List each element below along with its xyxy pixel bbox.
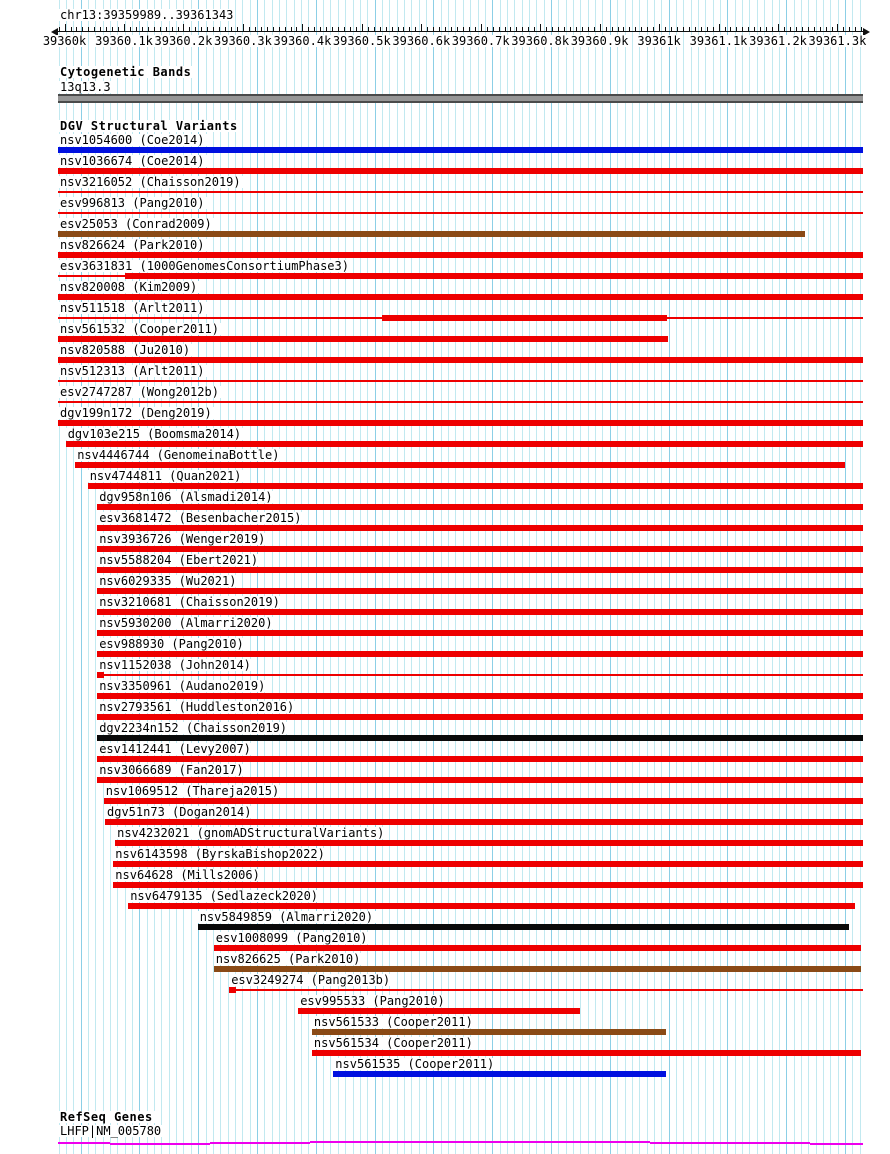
section-title-dgv: DGV Structural Variants [60, 119, 238, 133]
variant-bar[interactable] [667, 317, 863, 319]
ruler-tick [683, 27, 684, 31]
ruler-tick [392, 27, 393, 31]
ruler-tick [195, 27, 196, 31]
cytoband-label: 13q13.3 [60, 80, 111, 94]
variant-label[interactable]: dgv51n73 (Dogan2014) [105, 806, 255, 818]
ruler-tick [338, 27, 339, 31]
ruler-tick [344, 27, 345, 31]
variant-bar[interactable] [312, 1029, 666, 1035]
ruler-tick [368, 27, 369, 31]
variant-bar[interactable] [298, 1008, 580, 1014]
ruler-tick [510, 27, 511, 31]
ruler-tick [778, 24, 779, 31]
variant-label[interactable]: dgv2234n152 (Chaisson2019) [97, 722, 290, 734]
ruler-tick [736, 27, 737, 31]
variant-label[interactable]: nsv3936726 (Wenger2019) [97, 533, 268, 545]
ruler-tick [314, 27, 315, 31]
ruler-tick [861, 27, 862, 31]
variant-bar[interactable] [125, 273, 863, 279]
ruler-tick [362, 24, 363, 31]
ruler-tick [94, 27, 95, 31]
gene-line-segment [650, 1142, 810, 1144]
variant-label[interactable]: esv988930 (Pang2010) [97, 638, 247, 650]
variant-bar[interactable] [97, 714, 863, 720]
variant-bar[interactable] [58, 420, 863, 426]
variant-label[interactable]: esv996813 (Pang2010) [58, 197, 208, 209]
ruler-tick [380, 27, 381, 31]
gene-line-segment [210, 1142, 310, 1144]
variant-label[interactable]: nsv4232021 (gnomADStructuralVariants) [115, 827, 387, 839]
ruler-tick [475, 27, 476, 31]
gene-line-segment [110, 1143, 211, 1145]
ruler-tick [320, 27, 321, 31]
section-title-refseq: RefSeq Genes [60, 1110, 153, 1124]
variant-bar[interactable] [88, 483, 863, 489]
ruler-tick [754, 27, 755, 31]
variant-label[interactable]: nsv561533 (Cooper2011) [312, 1016, 476, 1028]
gene-line-segment [310, 1141, 650, 1143]
variant-label[interactable]: nsv6143598 (ByrskaBishop2022) [113, 848, 328, 860]
ruler-tick [332, 27, 333, 31]
ruler-tick [374, 27, 375, 31]
variant-bar[interactable] [333, 1071, 666, 1077]
variant-bar[interactable] [97, 777, 863, 783]
variant-bar[interactable] [58, 168, 863, 174]
ruler-tick-label: 39360.8k [511, 34, 570, 48]
variant-bar[interactable] [104, 798, 863, 804]
ruler-tick [725, 27, 726, 31]
ruler-tick [618, 27, 619, 31]
ruler-tick [802, 27, 803, 31]
variant-bar[interactable] [198, 924, 850, 930]
ruler-tick [326, 27, 327, 31]
ruler-tick [457, 27, 458, 31]
variant-label[interactable]: esv25053 (Conrad2009) [58, 218, 215, 230]
ruler-tick [118, 27, 119, 31]
ruler-tick [160, 27, 161, 31]
ruler-tick [255, 27, 256, 31]
ruler-tick [291, 27, 292, 31]
ruler-tick [386, 27, 387, 31]
ruler-tick [623, 27, 624, 31]
variant-bar[interactable] [236, 989, 863, 991]
ruler-tick [136, 27, 137, 31]
ruler-tick [540, 24, 541, 31]
ruler-tick-label: 39360.9k [570, 34, 629, 48]
variant-label[interactable]: nsv3216052 (Chaisson2019) [58, 176, 244, 188]
ruler-tick [546, 27, 547, 31]
ruler-tick [237, 27, 238, 31]
variant-bar[interactable] [58, 336, 668, 342]
variant-label[interactable]: nsv826624 (Park2010) [58, 239, 208, 251]
ruler-tick [249, 27, 250, 31]
ruler-tick [59, 27, 60, 31]
ruler-tick [350, 27, 351, 31]
ruler-tick [439, 27, 440, 31]
ruler-tick [398, 27, 399, 31]
cytoband-bar[interactable] [58, 94, 863, 103]
ruler-tick [558, 27, 559, 31]
variant-label[interactable]: nsv820008 (Kim2009) [58, 281, 200, 293]
ruler-tick [582, 27, 583, 31]
variant-bar[interactable] [97, 609, 863, 615]
variant-label[interactable]: nsv512313 (Arlt2011) [58, 365, 208, 377]
variant-bar[interactable] [66, 441, 863, 447]
ruler-tick [166, 27, 167, 31]
ruler-tick [784, 27, 785, 31]
variant-label[interactable]: nsv1069512 (Thareja2015) [104, 785, 282, 797]
gene-line-segment [58, 1142, 110, 1144]
ruler-tick [826, 27, 827, 31]
ruler-tick [552, 27, 553, 31]
variant-bar[interactable] [97, 630, 863, 636]
ruler-tick-label: 39360.4k [273, 34, 332, 48]
ruler-tick [594, 27, 595, 31]
variant-bar[interactable] [75, 462, 845, 468]
ruler-tick [183, 24, 184, 31]
ruler-tick-label: 39360.1k [95, 34, 153, 48]
ruler-tick [564, 27, 565, 31]
variant-bar[interactable] [58, 401, 863, 403]
ruler-tick [760, 27, 761, 31]
ruler-tick-label: 39360.5k [332, 34, 391, 48]
ruler-tick [154, 27, 155, 31]
variant-bar[interactable] [97, 525, 863, 531]
ruler-tick [148, 27, 149, 31]
variant-label[interactable]: nsv3210681 (Chaisson2019) [97, 596, 283, 608]
ruler-tick [427, 27, 428, 31]
ruler-tick [302, 24, 303, 31]
ruler-tick [356, 27, 357, 31]
ruler-axis-line [58, 31, 863, 32]
ruler-tick [285, 27, 286, 31]
ruler-tick-label: 39360.2k [154, 34, 213, 48]
variant-bar[interactable] [97, 756, 863, 762]
ruler-tick [71, 27, 72, 31]
variant-label[interactable]: nsv6479135 (Sedlazeck2020) [128, 890, 321, 902]
ruler-tick [481, 24, 482, 31]
variant-bar[interactable] [97, 588, 863, 594]
ruler-tick [814, 27, 815, 31]
variant-label[interactable]: nsv6029335 (Wu2021) [97, 575, 239, 587]
ruler-tick-label: 39361.3k [808, 34, 867, 48]
ruler-tick [522, 27, 523, 31]
variant-label[interactable]: nsv3350961 (Audano2019) [97, 680, 268, 692]
ruler-tick [65, 24, 66, 31]
ruler-tick [796, 27, 797, 31]
variant-bar[interactable] [58, 212, 863, 214]
ruler-tick [612, 27, 613, 31]
variant-bar[interactable] [58, 317, 382, 319]
variant-label[interactable]: nsv826625 (Park2010) [214, 953, 364, 965]
ruler-tick [189, 27, 190, 31]
ruler-tick [487, 27, 488, 31]
ruler-tick [719, 24, 720, 31]
ruler-tick [843, 27, 844, 31]
ruler-tick [207, 27, 208, 31]
gene-label[interactable]: LHFP|NM_005780 [60, 1124, 162, 1138]
variant-label[interactable]: nsv561532 (Cooper2011) [58, 323, 222, 335]
ruler-tick [808, 27, 809, 31]
variant-label[interactable]: nsv1036674 (Coe2014) [58, 155, 208, 167]
variant-bar[interactable] [97, 546, 863, 552]
ruler-tick [225, 27, 226, 31]
ruler-tick [653, 27, 654, 31]
ruler-tick [635, 27, 636, 31]
ruler-tick [534, 27, 535, 31]
variant-bar[interactable] [58, 191, 863, 193]
variant-bar[interactable] [97, 567, 863, 573]
variant-bar[interactable] [97, 735, 863, 741]
ruler-tick [279, 27, 280, 31]
ruler-tick [403, 27, 404, 31]
ruler-tick [695, 27, 696, 31]
ruler-tick [82, 27, 83, 31]
ruler-tick [100, 27, 101, 31]
ruler-tick [647, 27, 648, 31]
variant-bar[interactable] [104, 674, 863, 676]
ruler-tick [499, 27, 500, 31]
ruler-tick [296, 27, 297, 31]
ruler-tick [505, 27, 506, 31]
ruler-tick [772, 27, 773, 31]
variant-label[interactable]: nsv820588 (Ju2010) [58, 344, 193, 356]
variant-bar[interactable] [58, 357, 863, 363]
variant-label[interactable]: nsv5588204 (Ebert2021) [97, 554, 261, 566]
ruler-tick [766, 27, 767, 31]
ruler-tick [659, 24, 660, 31]
ruler-tick [493, 27, 494, 31]
variant-bar[interactable] [113, 861, 863, 867]
ruler-tick [748, 27, 749, 31]
ruler-tick [172, 27, 173, 31]
ruler-tick [600, 24, 601, 31]
ruler-tick [629, 27, 630, 31]
ruler-tick [421, 24, 422, 31]
variant-bar[interactable] [97, 504, 863, 510]
variant-label[interactable]: nsv2793561 (Huddleston2016) [97, 701, 297, 713]
ruler-tick [713, 27, 714, 31]
ruler-tick [665, 27, 666, 31]
variant-bar[interactable] [58, 147, 863, 153]
ruler-tick [588, 27, 589, 31]
ruler-tick [701, 27, 702, 31]
ruler-tick [433, 27, 434, 31]
variant-label[interactable]: esv1008099 (Pang2010) [214, 932, 371, 944]
ruler-tick [849, 27, 850, 31]
variant-bar[interactable] [229, 987, 236, 993]
variant-bar[interactable] [58, 294, 863, 300]
variant-bar[interactable] [312, 1050, 861, 1056]
variant-label[interactable]: esv3681472 (Besenbacher2015) [97, 512, 304, 524]
variant-bar[interactable] [214, 966, 861, 972]
variant-label[interactable]: nsv1054600 (Coe2014) [58, 134, 208, 146]
ruler-tick-label: 39360.6k [392, 34, 451, 48]
ruler-tick [219, 27, 220, 31]
variant-label[interactable]: dgv958n106 (Alsmadi2014) [97, 491, 275, 503]
ruler-tick [88, 27, 89, 31]
ruler-tick [106, 27, 107, 31]
ruler-tick [213, 27, 214, 31]
variant-bar[interactable] [97, 651, 863, 657]
ruler-tick [516, 27, 517, 31]
variant-label[interactable]: nsv5849859 (Almarri2020) [198, 911, 376, 923]
ruler-tick [576, 27, 577, 31]
section-title-cytogenetic: Cytogenetic Bands [60, 65, 192, 79]
gene-line-segment [810, 1143, 863, 1145]
variant-label[interactable]: nsv4744811 (Quan2021) [88, 470, 245, 482]
ruler-tick [273, 27, 274, 31]
ruler-tick-label: 39361.1k [689, 34, 748, 48]
ruler-tick [142, 27, 143, 31]
ruler-tick [124, 24, 125, 31]
variant-bar[interactable] [58, 252, 863, 258]
variant-bar[interactable] [214, 945, 861, 951]
ruler-tick [201, 27, 202, 31]
variant-bar[interactable] [58, 275, 125, 277]
ruler-tick [837, 24, 838, 31]
variant-label[interactable]: esv3249274 (Pang2013b) [229, 974, 393, 986]
ruler-tick [231, 27, 232, 31]
ruler-tick [790, 27, 791, 31]
variant-bar[interactable] [128, 903, 855, 909]
variant-label[interactable]: esv995533 (Pang2010) [298, 995, 448, 1007]
ruler-tick [606, 27, 607, 31]
ruler-tick-label: 39360.3k [213, 34, 272, 48]
ruler-tick [677, 27, 678, 31]
ruler-tick [178, 27, 179, 31]
ruler-tick [267, 27, 268, 31]
ruler-tick [820, 27, 821, 31]
variant-label[interactable]: dgv199n172 (Deng2019) [58, 407, 215, 419]
ruler-tick-label: 39361k [637, 34, 681, 48]
ruler-tick [112, 27, 113, 31]
ruler-tick [261, 27, 262, 31]
ruler-tick [671, 27, 672, 31]
ruler-tick [463, 27, 464, 31]
ruler-tick [641, 27, 642, 31]
variant-label[interactable]: nsv64628 (Mills2006) [113, 869, 263, 881]
ruler-tick [689, 27, 690, 31]
variant-label[interactable]: nsv1152038 (John2014) [97, 659, 254, 671]
ruler-tick [409, 27, 410, 31]
ruler-tick [832, 27, 833, 31]
ruler-tick [308, 27, 309, 31]
ruler-tick [742, 27, 743, 31]
variant-label[interactable]: dgv103e215 (Boomsma2014) [66, 428, 244, 440]
ruler-tick [451, 27, 452, 31]
variant-label[interactable]: esv3631831 (1000GenomesConsortiumPhase3) [58, 260, 352, 272]
variant-label[interactable]: nsv5930200 (Almarri2020) [97, 617, 275, 629]
variant-label[interactable]: nsv511518 (Arlt2011) [58, 302, 208, 314]
variant-bar[interactable] [97, 672, 104, 678]
variant-label[interactable]: nsv561535 (Cooper2011) [333, 1058, 497, 1070]
variant-bar[interactable] [115, 840, 863, 846]
variant-label[interactable]: nsv4446744 (GenomeinaBottle) [75, 449, 282, 461]
ruler-tick-label: 39361.2k [749, 34, 807, 48]
ruler-tick [707, 27, 708, 31]
ruler-tick [469, 27, 470, 31]
variant-bar[interactable] [105, 819, 863, 825]
variant-label[interactable]: esv1412441 (Levy2007) [97, 743, 254, 755]
ruler-tick [130, 27, 131, 31]
variant-bar[interactable] [58, 231, 805, 237]
ruler-tick [76, 27, 77, 31]
position-label: chr13:39359989..39361343 [60, 8, 234, 22]
variant-label[interactable]: esv2747287 (Wong2012b) [58, 386, 222, 398]
ruler-tick [730, 27, 731, 31]
ruler-tick [570, 27, 571, 31]
ruler-tick-label: 39360.7k [451, 34, 510, 48]
ruler-tick [445, 27, 446, 31]
variant-label[interactable]: nsv561534 (Cooper2011) [312, 1037, 476, 1049]
variant-bar[interactable] [58, 380, 863, 382]
variant-bar[interactable] [97, 693, 863, 699]
ruler-tick [855, 27, 856, 31]
variant-label[interactable]: nsv3066689 (Fan2017) [97, 764, 247, 776]
ruler-tick-label: 39360k [42, 34, 87, 48]
ruler-tick [243, 24, 244, 31]
variant-bar[interactable] [113, 882, 863, 888]
ruler-tick [415, 27, 416, 31]
ruler-tick [528, 27, 529, 31]
variant-bar[interactable] [382, 315, 667, 321]
